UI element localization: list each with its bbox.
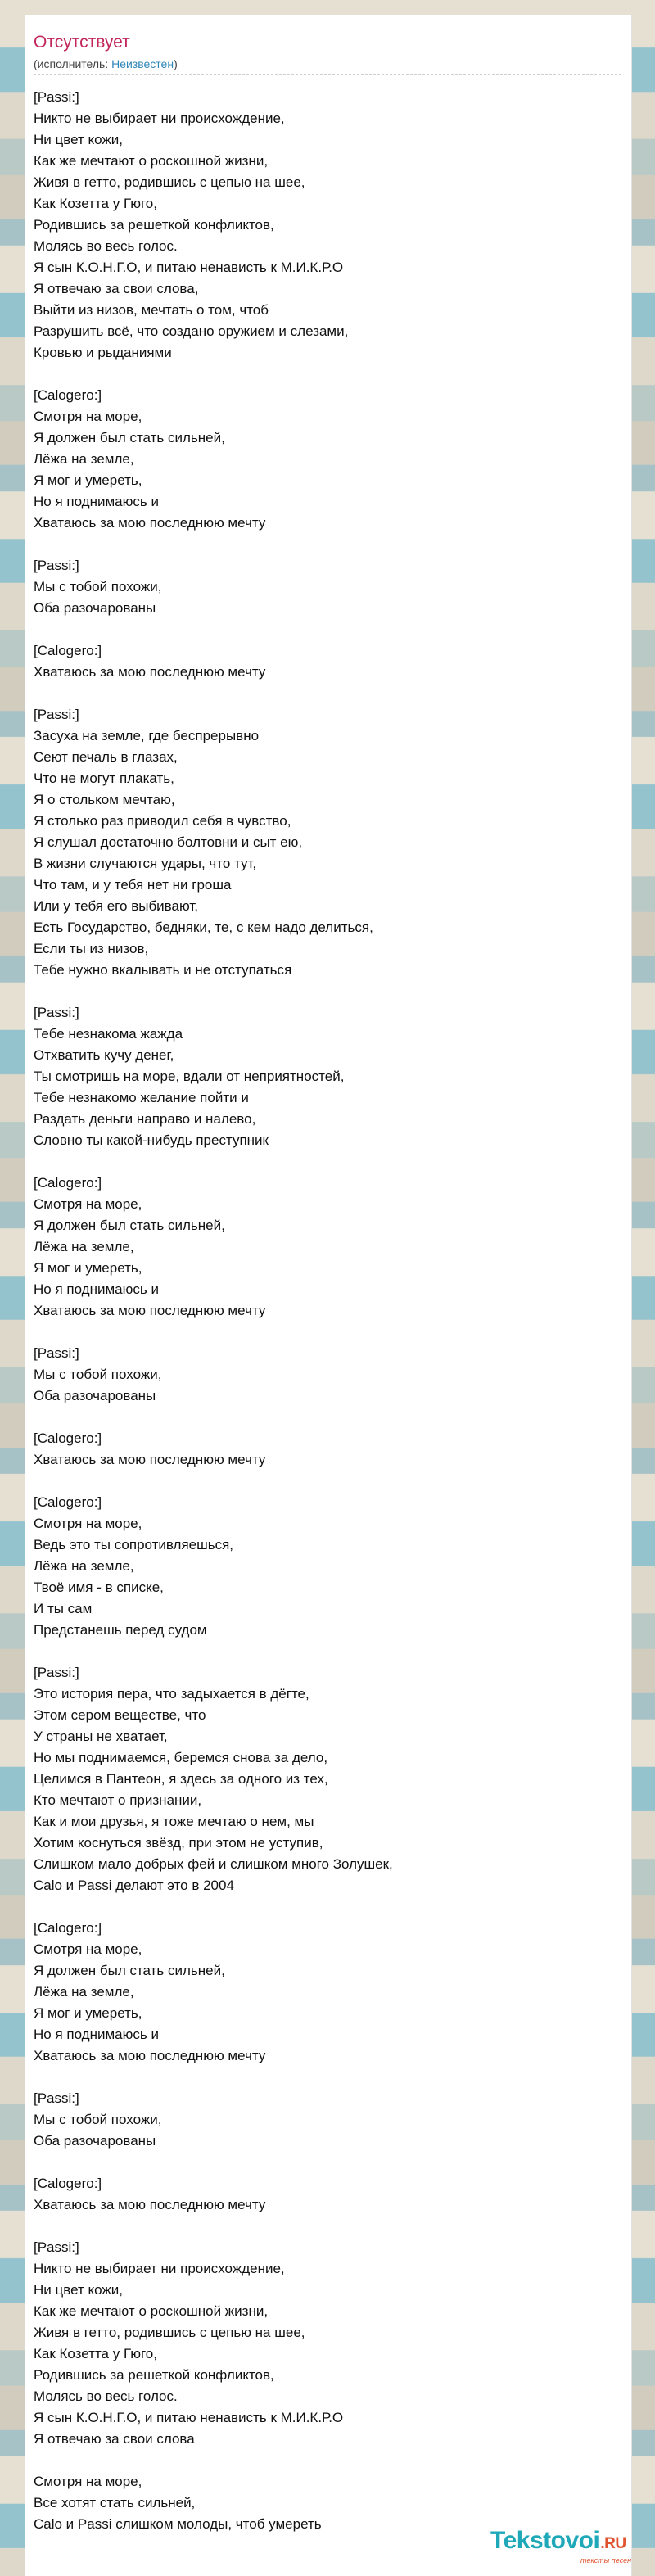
lyric-line: [Passi:]: [34, 1345, 79, 1361]
logo-tagline: тексты песен: [580, 2556, 632, 2565]
lyric-line: Целимся в Пантеон, я здесь за одного из тех,: [34, 1771, 328, 1787]
lyric-line: Мы с тобой похожи,: [34, 2112, 162, 2127]
lyric-line: [Passi:]: [34, 89, 79, 105]
lyric-line: Есть Государство, бедняки, те, с кем надо делиться,: [34, 920, 373, 935]
lyric-line: Но я поднимаюсь и: [34, 494, 159, 509]
lyric-line: Что не могут плакать,: [34, 771, 174, 786]
lyric-line: Слишком мало добрых фей и слишком много Золушек,: [34, 1856, 393, 1872]
stanza: [34, 640, 623, 683]
stanza: [34, 2088, 623, 2152]
lyric-line: Тебе незнакома жажда: [34, 1026, 183, 1042]
lyric-line: Смотря на море,: [34, 409, 142, 424]
header-divider: [34, 74, 621, 75]
lyric-line: [Passi:]: [34, 2090, 79, 2106]
lyric-line: Смотря на море,: [34, 1196, 142, 1212]
artist-link[interactable]: Неизвестен: [111, 57, 174, 70]
lyric-line: Молясь во весь голос.: [34, 2388, 178, 2404]
stanza: [34, 87, 623, 364]
lyric-line: Лёжа на земле,: [34, 1558, 134, 1574]
lyric-line: [Calogero:]: [34, 1175, 102, 1191]
lyric-line: Но я поднимаюсь и: [34, 1281, 159, 1297]
lyric-line: Я должен был стать сильней,: [34, 1963, 225, 1978]
lyric-line: Я должен был стать сильней,: [34, 430, 225, 445]
lyric-line: Смотря на море,: [34, 1941, 142, 1957]
lyric-line: Лёжа на земле,: [34, 451, 134, 467]
lyric-line: [Passi:]: [34, 1005, 79, 1020]
stanza: [34, 1662, 623, 1896]
logo-name: Tekstovoi: [490, 2527, 600, 2554]
lyric-line: Или у тебя его выбивают,: [34, 898, 198, 914]
lyric-line: Как же мечтают о роскошной жизни,: [34, 2303, 269, 2319]
lyric-line: Мы с тобой похожи,: [34, 1367, 162, 1382]
lyric-line: Лёжа на земле,: [34, 1984, 134, 2000]
lyric-line: Ни цвет кожи,: [34, 2282, 123, 2298]
lyric-line: Как же мечтают о роскошной жизни,: [34, 153, 269, 169]
lyric-line: Я мог и умереть,: [34, 1260, 142, 1276]
lyric-line: [Calogero:]: [34, 643, 102, 658]
lyric-line: Я должен был стать сильней,: [34, 1218, 225, 1233]
lyric-line: Что там, и у тебя нет ни гроша: [34, 877, 232, 893]
lyric-line: Как Козетта у Гюго,: [34, 2346, 157, 2361]
lyric-line: Раздать деньги направо и налево,: [34, 1111, 256, 1127]
lyric-line: [Passi:]: [34, 558, 79, 573]
lyric-line: Никто не выбирает ни происхождение,: [34, 111, 285, 126]
lyric-line: Хотим коснуться звёзд, при этом не уступив,: [34, 1835, 323, 1851]
lyric-line: Хватаюсь за мою последнюю мечту: [34, 2197, 266, 2212]
site-logo[interactable]: [490, 2527, 655, 2571]
lyric-line: Мы с тобой похожи,: [34, 579, 162, 594]
lyric-line: Живя в гетто, родившись с цепью на шее,: [34, 2325, 305, 2340]
artist-suffix: ): [174, 57, 178, 70]
lyric-line: Но мы поднимаемся, беремся снова за дело,: [34, 1750, 328, 1765]
lyric-line: Предстанешь перед судом: [34, 1622, 207, 1638]
stanza: [34, 704, 623, 981]
stanza: [34, 1428, 623, 1471]
lyric-line: Родившись за решеткой конфликтов,: [34, 217, 274, 233]
lyric-line: Как и мои друзья, я тоже мечтаю о нем, мы: [34, 1814, 314, 1829]
lyric-line: Хватаюсь за мою последнюю мечту: [34, 664, 266, 680]
lyric-line: Я сын К.О.Н.Г.О, и питаю ненависть к М.И.К.Р.О: [34, 2410, 344, 2425]
logo-tld: .RU: [600, 2535, 626, 2552]
stanza: [34, 1492, 623, 1641]
stanza: [34, 2237, 623, 2450]
logo-wordmark: [490, 2527, 626, 2555]
lyric-line: [Calogero:]: [34, 1494, 102, 1510]
lyric-line: [Calogero:]: [34, 387, 102, 403]
lyric-line: Родившись за решеткой конфликтов,: [34, 2367, 274, 2383]
lyric-line: Это история пера, что задыхается в дёгте,: [34, 1686, 309, 1702]
stanza: [34, 1173, 623, 1322]
lyric-line: И ты сам: [34, 1601, 93, 1616]
lyric-line: Я о стольком мечтаю,: [34, 792, 175, 807]
lyric-line: Я мог и умереть,: [34, 2005, 142, 2021]
lyric-line: Если ты из низов,: [34, 941, 149, 956]
lyric-line: Я сын К.О.Н.Г.О, и питаю ненависть к М.И.К.Р.О: [34, 260, 344, 275]
lyric-line: Сеют печаль в глазах,: [34, 749, 178, 765]
lyric-line: [Passi:]: [34, 707, 79, 722]
lyric-line: Твоё имя - в списке,: [34, 1579, 164, 1595]
stanza: [34, 2173, 623, 2216]
lyric-line: Отхватить кучу денег,: [34, 1047, 174, 1063]
lyric-line: Ты смотришь на море, вдали от неприятностей,: [34, 1069, 345, 1084]
lyric-line: Никто не выбирает ни происхождение,: [34, 2261, 285, 2276]
song-title: Отсутствует: [34, 33, 130, 52]
lyric-line: [Passi:]: [34, 2239, 79, 2255]
lyric-line: [Calogero:]: [34, 1430, 102, 1446]
artist-line: [34, 57, 178, 70]
lyric-line: Все хотят стать сильней,: [34, 2495, 196, 2510]
lyric-line: Я отвечаю за свои слова: [34, 2431, 195, 2447]
lyric-line: Calo и Passi слишком молоды, чтоб умереть: [34, 2516, 322, 2532]
lyric-line: [Passi:]: [34, 1665, 79, 1680]
stanza: [34, 1343, 623, 1407]
stanza: [34, 555, 623, 619]
lyric-line: Тебе незнакомо желание пойти и: [34, 1090, 249, 1105]
lyric-line: Молясь во весь голос.: [34, 238, 178, 254]
lyric-line: Разрушить всё, что создано оружием и слезами,: [34, 323, 349, 339]
lyric-line: В жизни случаются удары, что тут,: [34, 856, 257, 871]
lyric-line: Лёжа на земле,: [34, 1239, 134, 1254]
lyric-line: Ни цвет кожи,: [34, 132, 123, 147]
artist-prefix: (исполнитель:: [34, 57, 112, 70]
lyric-line: Тебе нужно вкалывать и не отступаться: [34, 962, 292, 978]
lyric-line: Кровью и рыданиями: [34, 345, 172, 360]
stanza: [34, 1918, 623, 2067]
lyric-line: У страны не хватает,: [34, 1729, 168, 1744]
lyric-line: Хватаюсь за мою последнюю мечту: [34, 2048, 266, 2063]
lyric-line: Выйти из низов, мечтать о том, чтоб: [34, 302, 269, 318]
lyrics-text: [34, 87, 623, 2556]
stanza: [34, 385, 623, 534]
stanza: [34, 2471, 623, 2535]
lyric-line: Хватаюсь за мою последнюю мечту: [34, 515, 266, 531]
lyric-line: Оба разочарованы: [34, 1388, 156, 1403]
stanza: [34, 1002, 623, 1151]
lyric-line: Оба разочарованы: [34, 2133, 156, 2149]
lyric-line: Ведь это ты сопротивляешься,: [34, 1537, 234, 1552]
lyric-line: Calo и Passi делают это в 2004: [34, 1878, 234, 1893]
lyric-line: Хватаюсь за мою последнюю мечту: [34, 1452, 266, 1467]
lyric-line: Словно ты какой-нибудь преступник: [34, 1132, 269, 1148]
lyric-line: Я мог и умереть,: [34, 472, 142, 488]
lyric-line: Смотря на море,: [34, 2474, 142, 2489]
lyric-line: Оба разочарованы: [34, 600, 156, 616]
lyric-line: Но я поднимаюсь и: [34, 2027, 159, 2042]
lyric-line: Я столько раз приводил себя в чувство,: [34, 813, 291, 829]
lyric-line: [Calogero:]: [34, 2176, 102, 2191]
lyric-line: Засуха на земле, где беспрерывно: [34, 728, 260, 743]
lyric-line: [Calogero:]: [34, 1920, 102, 1936]
lyric-line: Кто мечтают о признании,: [34, 1792, 202, 1808]
lyric-line: Этом сером веществе, что: [34, 1707, 206, 1723]
lyric-line: Как Козетта у Гюго,: [34, 196, 157, 211]
lyric-line: Живя в гетто, родившись с цепью на шее,: [34, 174, 305, 190]
lyric-line: Я слушал достаточно болтовни и сыт ею,: [34, 834, 303, 850]
lyric-line: Хватаюсь за мою последнюю мечту: [34, 1303, 266, 1318]
lyric-line: Я отвечаю за свои слова,: [34, 281, 199, 296]
lyric-line: Смотря на море,: [34, 1516, 142, 1531]
lyrics-page: [25, 15, 632, 2576]
